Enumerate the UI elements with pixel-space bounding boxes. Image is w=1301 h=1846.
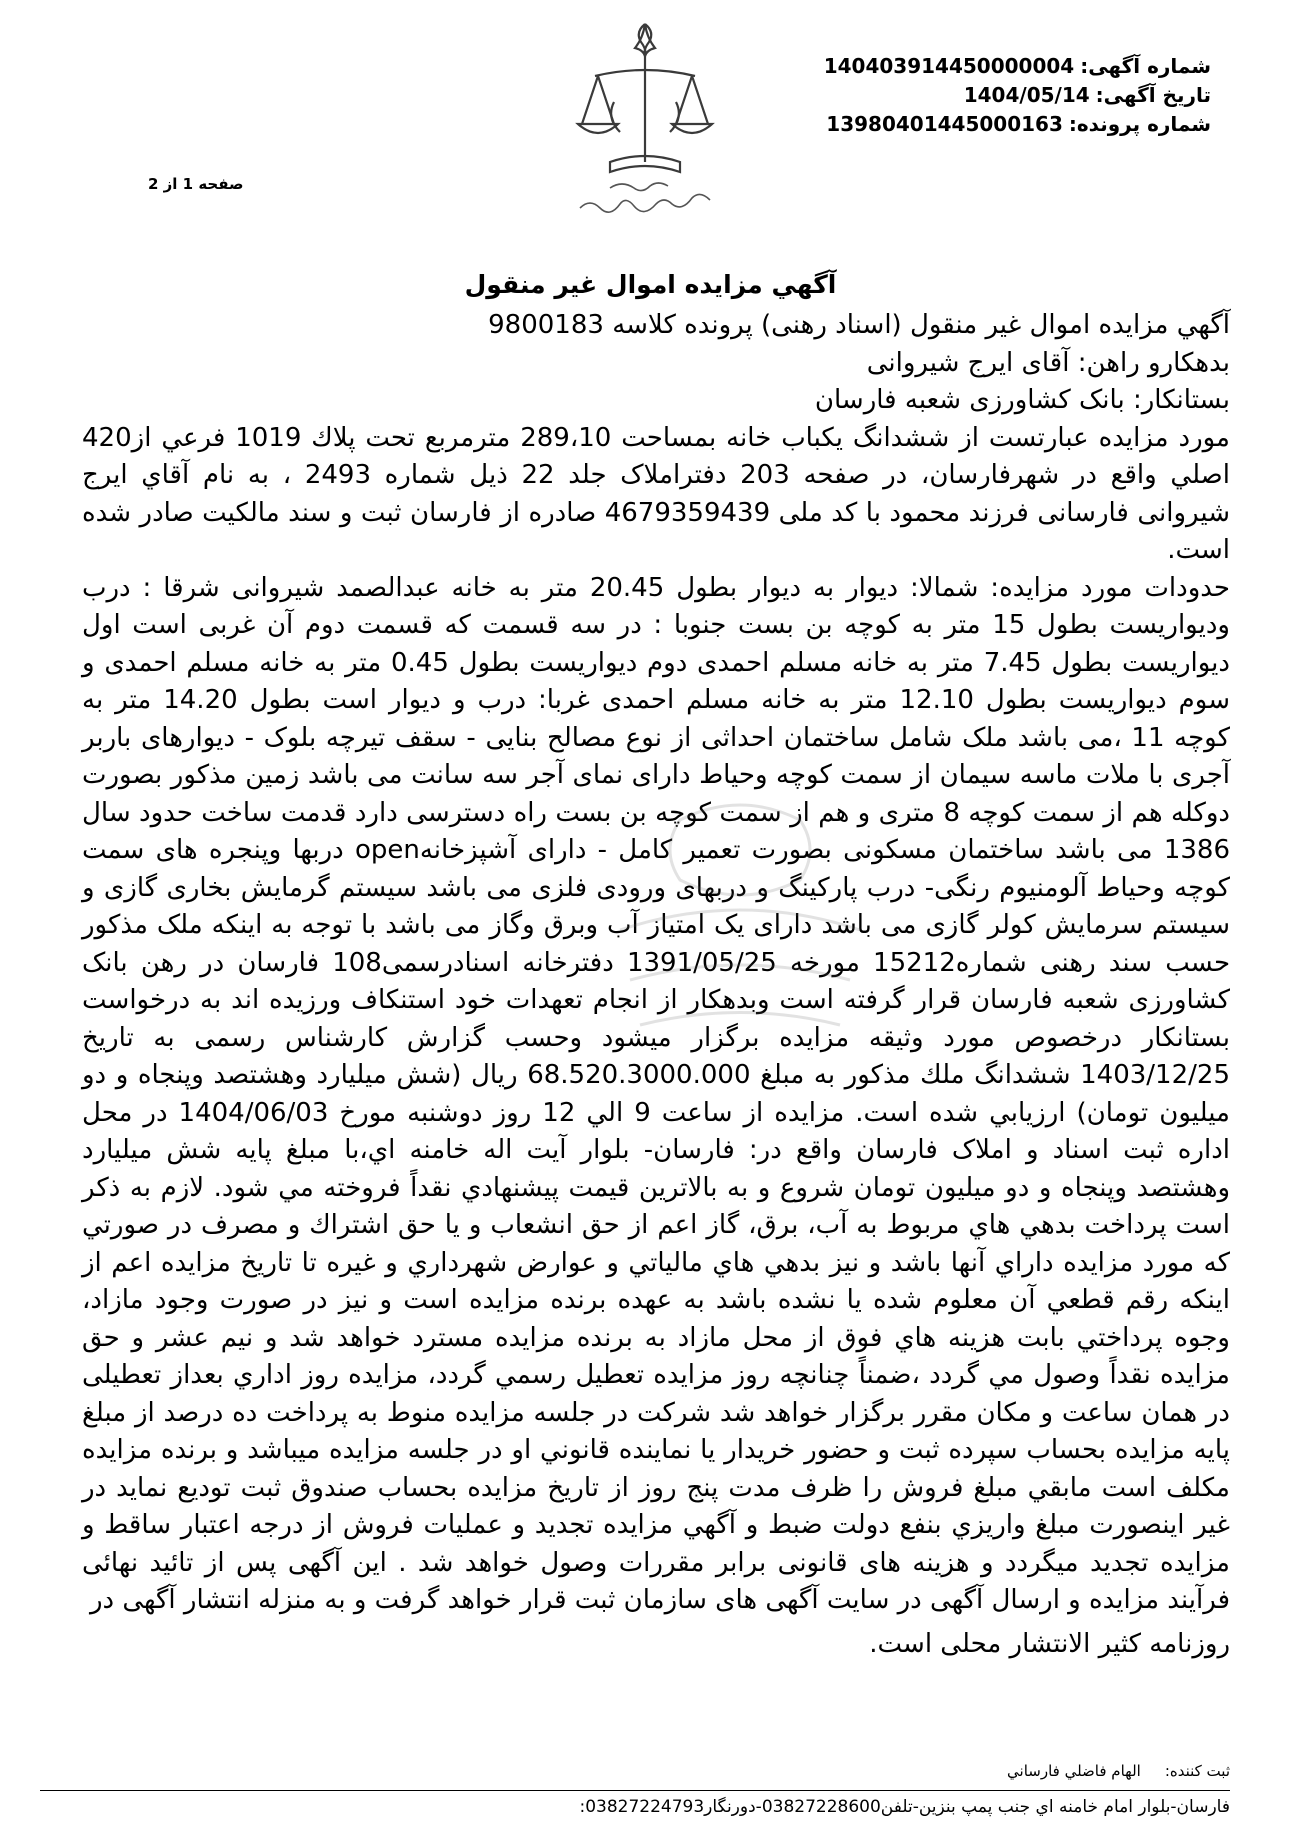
notice-number-row <box>731 52 1211 81</box>
document-title: آگهي مزايده اموال غير منقول <box>464 270 837 299</box>
notice-body <box>82 307 1230 1663</box>
footer-divider <box>40 1790 1230 1791</box>
footer <box>40 1762 1230 1817</box>
property-boundaries-and-terms: حدودات مورد مزایده: شمالا: دیوار به دیوار بطول 20.45 متر به خانه عبدالصمد شیروانی شرقا : درب ودیواریست بطول 15 متر به کوچه بن بست جنوبا : در سه قسمت که قسمت دوم آن غربی است اول دیواریست بطول 7.45 متر به خانه مسلم احمدی دوم دیواریست بطول 0.45 متر به خانه مسلم احمدی و سوم دیواریست بطول 12.10 متر به خانه مسلم احمدی غربا: درب و دیوار است بطول 14.20 متر به کوچه 11 ،می باشد ملک شامل ساختمان احداثی از نوع مصالح بنایی - سقف تیرچه بلوک - دیوارهای باربر آجری با ملات ماسه سیمان از سمت کوچه وحیاط دارای نمای آجر سه سانت می باشد زمین مذکور بصورت دوکله هم از سمت کوچه 8 متری و هم از سمت کوچه بن بست راه دسترسی دارد قدمت ساخت حدود سال 1386 می باشد ساختمان مسکونی بصورت تعمیر کامل - دارای آشپزخانهopen دربها وپنجره های سمت کوچه وحیاط آلومنیوم رنگی- درب پارکینگ و دربهای ورودی فلزی می باشد سیستم گرمایش بخاری گازی و سیستم سرمایش کولر گازی می باشد دارای یک امتیاز آب وبرق وگاز می باشد با توجه به اینکه ملک مذکور حسب سند رهنی شماره15212 مورخه 1391/05/25 دفترخانه اسنادرسمی108 فارسان در رهن بانک کشاورزی شعبه فارسان قرار گرفته است وبدهکار از انجام تعهدات خود استنکاف ورزیده اند به درخواست بستانکار درخصوص مورد وثيقه مزایده برگزار میشود وحسب گزارش کارشناس رسمی به تاريخ 1403/12/25 ششدانگ ملك مذكور به مبلغ 68.520.3000.000 ريال (شش میلیارد وهشتصد وپنجاه و دو میلیون تومان) ارزيابي شده است. مزايده از ساعت 9 الي 12 روز دوشنبه مورخ 1404/06/03 در محل اداره ثبت اسناد و املاک فارسان واقع در: فارسان- بلوار آیت اله خامنه اي،با مبلغ پايه شش میلیارد وهشتصد وپنجاه و دو میلیون تومان شروع و به بالاترين قيمت پيشنهادي نقداً فروخته مي شود. لازم به ذكر است پرداخت بدهي هاي مربوط به آب، برق، گاز اعم از حق انشعاب و يا حق اشتراك و مصرف در صورتي كه مورد مزايده داراي آنها باشد و نيز بدهي هاي مالياتي و عوارض شهرداري و غيره تا تاريخ مزايده اعم از اينكه رقم قطعي آن معلوم شده يا نشده باشد به عهده برنده مزايده است و نيز در صورت وجود مازاد، وجوه پرداختي بابت هزينه هاي فوق از محل مازاد به برنده مزايده مسترد خواهد شد و نيم عشر و حق مزايده نقداً وصول مي گردد ،ضمناً چنانچه روز مزايده تعطيل رسمي گردد، مزايده روز اداري بعداز تعطيلی در همان ساعت و مكان مقرر برگزار خواهد شد شركت در جلسه مزايده منوط به پرداخت ده درصد از مبلغ پايه مزايده بحساب سپرده ثبت و حضور خريدار يا نماينده قانوني او در جلسه مزايده ميباشد و برنده مزايده مكلف است مابقي مبلغ فروش را ظرف مدت پنج روز از تاريخ مزايده بحساب صندوق ثبت توديع نمايد در غير اينصورت مبلغ واريزي بنفع دولت ضبط و آگهي مزايده تجديد و عمليات فروش از درجه اعتبار ساقط و مزايده تجديد ميگردد و هزینه های قانونی برابر مقررات وصول خواهد شد . این آگهی پس از تائید نهائی فرآیند مزایده و ارسال آگهی در سایت آگهی های سازمان ثبت قرار خواهد گرفت و به منزله انتشار آگهی در <box>82 572 1231 1615</box>
notice-number: 140403914450000004 <box>823 54 1075 78</box>
file-number: 13980401445000163 <box>826 112 1063 136</box>
registrar-label: ثبت کننده: <box>1164 1762 1230 1780</box>
notice-date: 1404/05/14 <box>963 83 1090 107</box>
debtor-line: بدهكارو راهن: آقای ایرج شیروانی <box>866 347 1230 378</box>
judiciary-emblem-icon <box>540 12 750 222</box>
registrar-name: الهام فاضلي فارساني <box>1007 1762 1141 1780</box>
file-number-row <box>731 110 1211 139</box>
page-indicator: صفحه 1 از 2 <box>148 175 244 193</box>
case-line: آگهي مزايده اموال غير منقول (اسناد رهنی) پرونده كلاسه 9800183 <box>488 310 1230 340</box>
notice-date-row <box>731 81 1211 110</box>
notice-number-label: شماره آگهی: <box>1080 54 1211 78</box>
office-address: فارسان-بلوار امام خامنه اي جنب پمپ بنزين-تلفن03827228600-دورنگار03827224793: <box>579 1797 1230 1817</box>
notice-date-label: تاریخ آگهی: <box>1095 83 1211 107</box>
property-description: مورد مزايده عبارتست از ششدانگ یکباب خانه بمساحت 289،10 مترمربع تحت پلاك 1019 فرعي از420 اصلي واقع در شهرفارسان، در صفحه 203 دفتراملاک جلد 22 ذیل شماره 2493 ، به نام آقاي ایرج شیروانی فارسانی فرزند محمود با کد ملی 4679359439 صادره از فارسان ثبت و سند مالكيت صادر شده است. <box>82 422 1230 565</box>
file-number-label: شماره پرونده: <box>1068 112 1211 136</box>
notice-meta <box>731 52 1211 139</box>
registrar-line <box>40 1762 1230 1780</box>
closing-line: روزنامه كثير الانتشار محلی است. <box>869 1628 1230 1659</box>
creditor-line: بستانكار: بانک کشاورزی شعبه فارسان <box>814 385 1230 415</box>
